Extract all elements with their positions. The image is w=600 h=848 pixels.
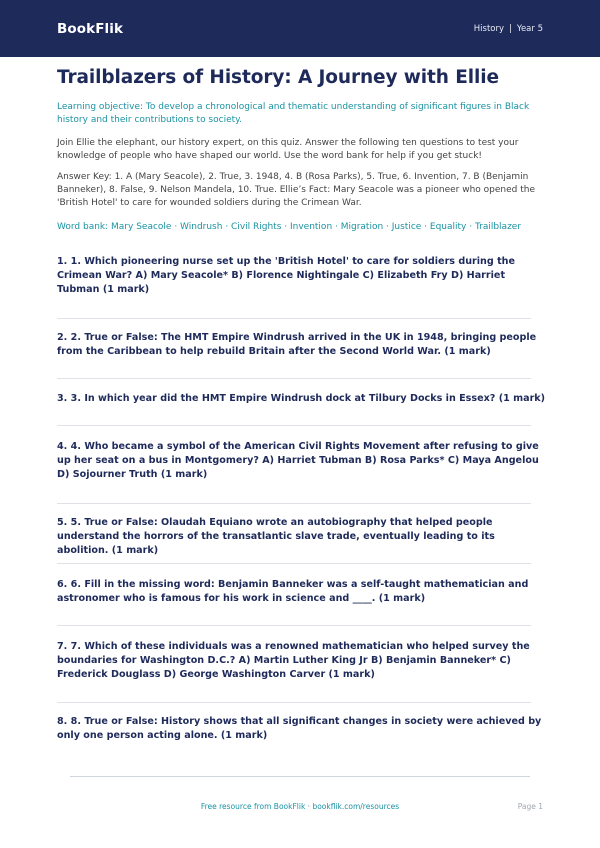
- answer-line-7: [57, 702, 531, 703]
- answer-line-5: [57, 563, 531, 564]
- header-year: Year 5: [516, 23, 543, 34]
- question-3: 3. 3. In which year did the HMT Empire Windrush dock at Tilbury Docks in Essex? (1 mark): [57, 393, 546, 404]
- intro-text: Join Ellie the elephant, our history expert, on this quiz. Answer the following ten questions to test your knowledge of people who have shaped our world. Use the word bank for help if you get stuck!: [57, 138, 519, 161]
- question-5: 5. 5. True or False: Olaudah Equiano wrote an autobiography that helped people understand the horrors of the transatlantic slave trade, eventually leading to its abolition. (1 mark): [57, 517, 495, 556]
- intro-section: [57, 66, 543, 234]
- answer-line-1: [57, 318, 531, 319]
- header-meta: [474, 24, 543, 34]
- page-header: [0, 0, 600, 57]
- answer-line-3: [57, 425, 531, 426]
- question-8: 8. 8. True or False: History shows that all significant changes in society were achieved by only one person acting alone. (1 mark): [57, 716, 542, 741]
- header-separator: |: [509, 23, 512, 34]
- footer-divider: [70, 776, 530, 777]
- word-bank: Word bank: Mary Seacole · Windrush · Civil Rights · Invention · Migration · Justice · Equality · Trailblazer: [57, 222, 522, 232]
- footer-link[interactable]: Free resource from BookFlik · bookflik.com/resources: [200, 802, 400, 811]
- question-4: 4. 4. Who became a symbol of the American Civil Rights Movement after refusing to give up her seat on a bus in Montgomery? A) Harriet Tubman B) Rosa Parks* C) Maya Angelou D) Sojourner Truth (1 mark): [57, 441, 539, 480]
- learning-objective: Learning objective: To develop a chronological and thematic understanding of significant figures in Black history and their contributions to society.: [57, 102, 530, 125]
- answer-line-4: [57, 503, 531, 504]
- page-title: Trailblazers of History: A Journey with Ellie: [57, 67, 499, 88]
- answer-line-2: [57, 378, 531, 379]
- question-1: 1. 1. Which pioneering nurse set up the 'British Hotel' to care for soldiers during the Crimean War? A) Mary Seacole* B) Florence Nightingale C) Elizabeth Fry D) Harriet Tubman (1 mark): [57, 256, 516, 295]
- question-7: 7. 7. Which of these individuals was a renowned mathematician who helped survey the boundaries for Washington D.C.? A) Martin Luther King Jr B) Benjamin Banneker* C) Frederick Douglass D) George Washington Carver (1 mark): [57, 641, 530, 680]
- answer-key: Answer Key: 1. A (Mary Seacole), 2. True, 3. 1948, 4. B (Rosa Parks), 5. True, 6. Invention, 7. B (Benjamin Banneker), 8. False, 9. Nelson Mandela, 10. True. Ellie’s Fact: Mary Seacole was a pioneer who opened the 'British Hotel' to care for wounded soldiers during the Crimean War.: [57, 172, 536, 208]
- header-subject: History: [473, 23, 505, 34]
- page-number: Page 1: [517, 802, 543, 811]
- question-6: 6. 6. Fill in the missing word: Benjamin Banneker was a self-taught mathematician and astronomer who is famous for his work in science and ____. (1 mark): [57, 579, 529, 604]
- answer-line-6: [57, 625, 531, 626]
- question-2: 2. 2. True or False: The HMT Empire Windrush arrived in the UK in 1948, bringing people from the Caribbean to help rebuild Britain after the Second World War. (1 mark): [57, 332, 537, 357]
- brand-logo-text: BookFlik: [57, 20, 124, 37]
